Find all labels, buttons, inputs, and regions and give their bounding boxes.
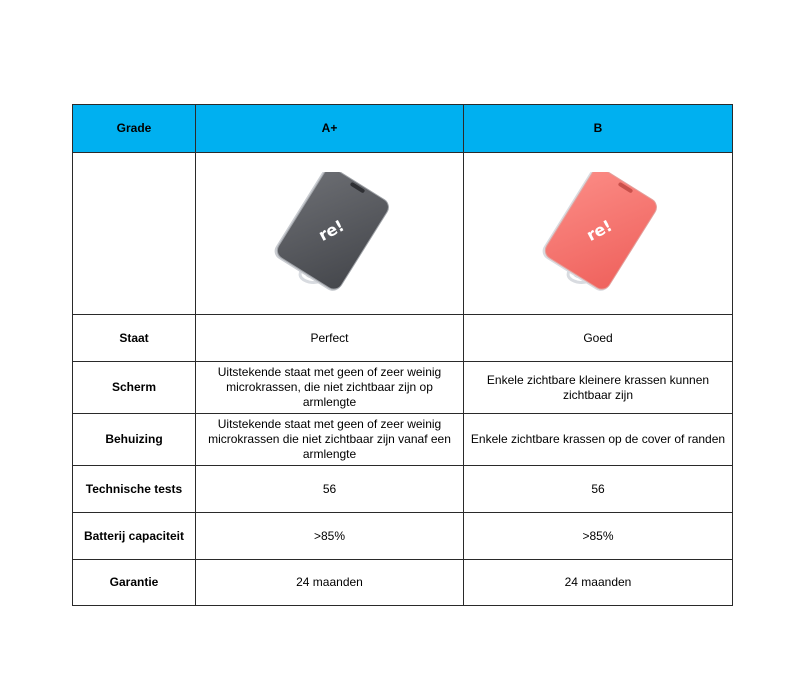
cell-b: >85%	[464, 513, 733, 560]
table-row-staat	[73, 315, 733, 362]
table-row-scherm	[73, 362, 733, 414]
phone-b-logo: re!	[583, 215, 616, 245]
header-grade: Grade	[73, 105, 196, 153]
cell-b: Enkele zichtbare krassen op de cover of randen	[464, 414, 733, 466]
table-row-batterij-capaciteit	[73, 513, 733, 560]
cell-b: 24 maanden	[464, 560, 733, 606]
grade-comparison-table	[72, 104, 733, 606]
row-label: Behuizing	[73, 414, 196, 466]
phone-coral-icon	[533, 172, 663, 292]
table-header-row	[73, 105, 733, 153]
image-row	[73, 153, 733, 315]
header-grade-b: B	[464, 105, 733, 153]
header-grade-a-plus: A+	[196, 105, 464, 153]
empty-cell	[73, 153, 196, 315]
row-label: Staat	[73, 315, 196, 362]
cell-a: Uitstekende staat met geen of zeer weinig microkrassen die niet zichtbaar zijn vanaf een armlengte	[196, 414, 464, 466]
cell-b: 56	[464, 466, 733, 513]
row-label: Scherm	[73, 362, 196, 414]
row-label: Garantie	[73, 560, 196, 606]
cell-a: >85%	[196, 513, 464, 560]
cell-b: Goed	[464, 315, 733, 362]
table-row-behuizing	[73, 414, 733, 466]
cell-a: 24 maanden	[196, 560, 464, 606]
cell-b: Enkele zichtbare kleinere krassen kunnen zichtbaar zijn	[464, 362, 733, 414]
phone-image-cell-b	[464, 153, 733, 315]
cell-a: Perfect	[196, 315, 464, 362]
phone-grey-icon	[265, 172, 395, 292]
row-label: Batterij capaciteit	[73, 513, 196, 560]
cell-a: Uitstekende staat met geen of zeer weinig microkrassen, die niet zichtbaar zijn op armlengte	[196, 362, 464, 414]
phone-image-cell-a	[196, 153, 464, 315]
table-row-technische-tests	[73, 466, 733, 513]
phone-a-logo: re!	[314, 215, 347, 245]
cell-a: 56	[196, 466, 464, 513]
table-row-garantie	[73, 560, 733, 606]
row-label: Technische tests	[73, 466, 196, 513]
